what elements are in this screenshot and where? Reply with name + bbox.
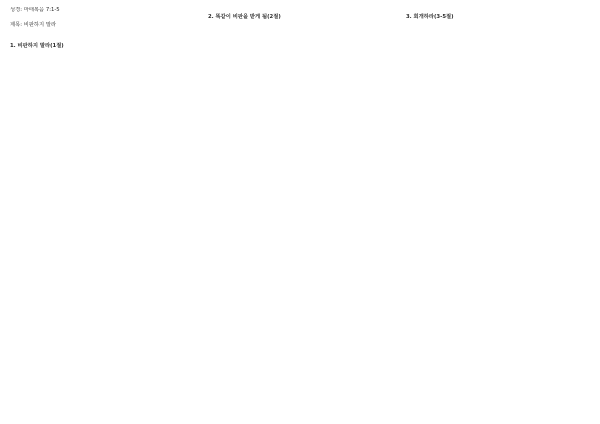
header-line: 제목: 비판하지 말라 bbox=[10, 21, 57, 28]
section-heading: 1. 비판하지 말라(1절) bbox=[10, 43, 64, 50]
header-line: 성경: 마태복음 7:1-5 bbox=[10, 7, 60, 13]
section-heading: 2. 똑같이 비판을 받게 됨(2절) bbox=[208, 14, 281, 20]
section-heading: 3. 회개하라(3-5절) bbox=[406, 14, 454, 20]
paragraph-gap bbox=[10, 32, 194, 36]
text-column-1 bbox=[10, 7, 194, 418]
paragraph-gap bbox=[406, 25, 590, 29]
text-column-2 bbox=[208, 7, 392, 418]
text-column-3 bbox=[406, 7, 590, 418]
